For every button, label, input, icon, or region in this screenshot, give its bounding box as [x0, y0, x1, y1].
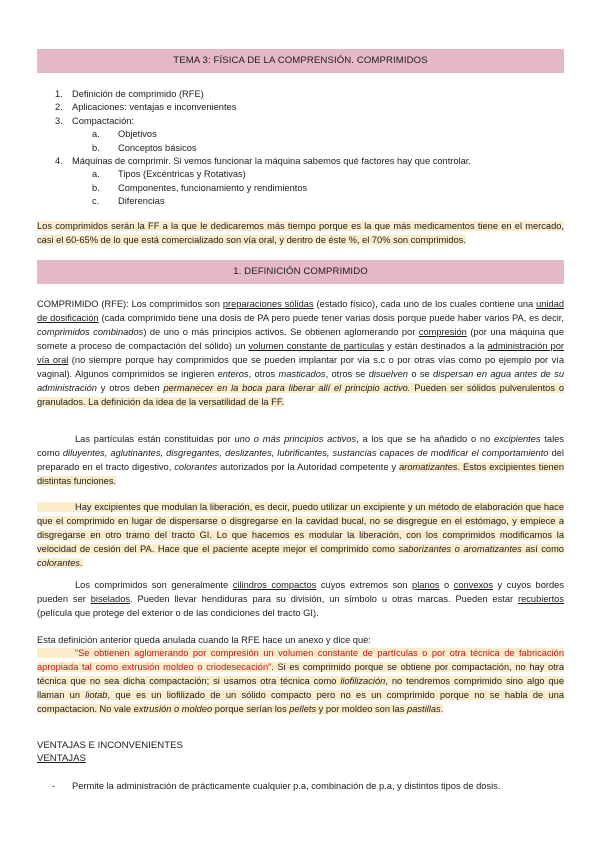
excipients-paragraph: Hay excipientes que modulan la liberación, es decir, puedo utilizar un excipiente y un método de elaboración que hace que el comprimido en lugar de dispersarse o disgregarse en la cavidad bucal, no se disgregue en el estómago, y empiece a disgregarse en otro tramo del tracto GI. Lo que hacemos es modular la liberación, con los comprimidos modificamos la velocidad de cesión del PA. Hace que el paciente acepte mejor el comprimido como saborizantes o aromatizantes así como colorantes. [37, 502, 564, 568]
toc-subitem: a. Objetivos [92, 129, 157, 140]
table-of-contents [37, 88, 564, 209]
toc-item: 3. Compactación: [55, 115, 135, 126]
intro-paragraph: Los comprimidos serán la FF a la que le dedicaremos más tiempo porque es la que más medicamentos tiene en el mercado, casi el 60-65% de lo que está comercializado son vía oral, y dentro de éste %, el 70% son comprimidos. [37, 221, 564, 245]
annex-paragraph: “Se obtienen aglomerando por compresión un volumen constante de partículas o por otra técnica de fabricación apropiada tal como extrusión moldeo o criodesecación”. Si es comprimido porque se obtiene por compactación, no hay otra técnica que no sea dicha compactación; si usamos otra técnica como liofilización, no tendremos comprimido sino algo que llaman un liotab, que es un liofilizado de un sólido compacto pero no es un comprimido porque no se habla de una compactacion. No vale extrusión o moldeo porque serían los pellets y por moldeo son las pastillas. [37, 648, 564, 714]
toc-item: 4. Máquinas de comprimir. Si vemos funcionar la máquina sabemos qué factores hay que controlar. [55, 155, 471, 166]
chapter-title: TEMA 3: FÍSICA DE LA COMPRENSIÓN. COMPRIMIDOS [173, 55, 428, 66]
particles-paragraph: Las partículas están constituidas por uno o más principios activos, a los que se ha añadido o no excipientes tales como diluyentes, aglutinantes, disgregantes, deslizantes, lubrificantes, sustancias capaces de modificar el comportamiento del preparado en el tracto digestivo, colorantes autorizados por la Autoridad competente y aromatizantes. Estos excipientes tienen distintas funciones. [37, 434, 564, 486]
section-heading-ventajas: VENTAJAS E INCONVENIENTES [37, 740, 183, 751]
toc-subitem: c. Diferencias [92, 196, 165, 207]
section-title: 1. DEFINICIÓN COMPRIMIDO [233, 266, 368, 277]
bullet-dash: - [52, 781, 56, 791]
subheading-ventajas: VENTAJAS [37, 753, 86, 764]
list-item: - Permite la administración de prácticamente cualquier p.a, combinación de p.a, y distintos tipos de dosis. [52, 781, 501, 791]
definition-paragraph: COMPRIMIDO (RFE): Los comprimidos son preparaciones sólidas (estado físico), cada uno de los cuales contiene una unidad de dosificación (cada comprimido tiene una dosis de PA pero puede tener varias dosis porque puede haber varios PA, es decir, comprimidos combinados) de uno o más principios activos. Se obtienen aglomerando por compresión (por una máquina que somete a proceso de compactación del sólido) un volumen constante de partículas y están destinados a la administración por vía oral (no siempre porque hay comprimidos que se pueden implantar por vía s.c o por otras vías como po ejemplo por vía vaginal). Algunos comprimidos se ingieren enteros, otros masticados, otros se disuelven o se dispersan en agua antes de su administración y otros deben permanecer en la boca para liberar allí el principio activo. Pueden ser sólidos pulverulentos o granulados. La definición da idea de la versatilidad de la FF. [37, 299, 564, 407]
toc-item: 1. Definición de comprimido (RFE) [55, 89, 204, 99]
annex-intro: Esta definición anterior queda anulada cuando la RFE hace un anexo y dice que: [37, 635, 371, 645]
toc-subitem: b. Conceptos básicos [92, 142, 197, 153]
chapter-title-band [37, 49, 564, 73]
toc-subitem: a. Tipos (Excéntricas y Rotativas) [92, 169, 246, 180]
section-title-band [37, 260, 564, 284]
shapes-paragraph: Los comprimidos son generalmente cilindros compactos cuyos extremos son planos o convexos y cuyos bordes pueden ser biselados. Pueden llevar hendiduras para su división, un símbolo u otras marcas. Pueden estar recubiertos (película que protege del exterior o de las condiciones del tracto GI). [37, 580, 564, 618]
toc-subitem: b. Componentes, funcionamiento y rendimientos [92, 182, 308, 193]
toc-item: 2. Aplicaciones: ventajas e inconvenientes [55, 102, 237, 113]
